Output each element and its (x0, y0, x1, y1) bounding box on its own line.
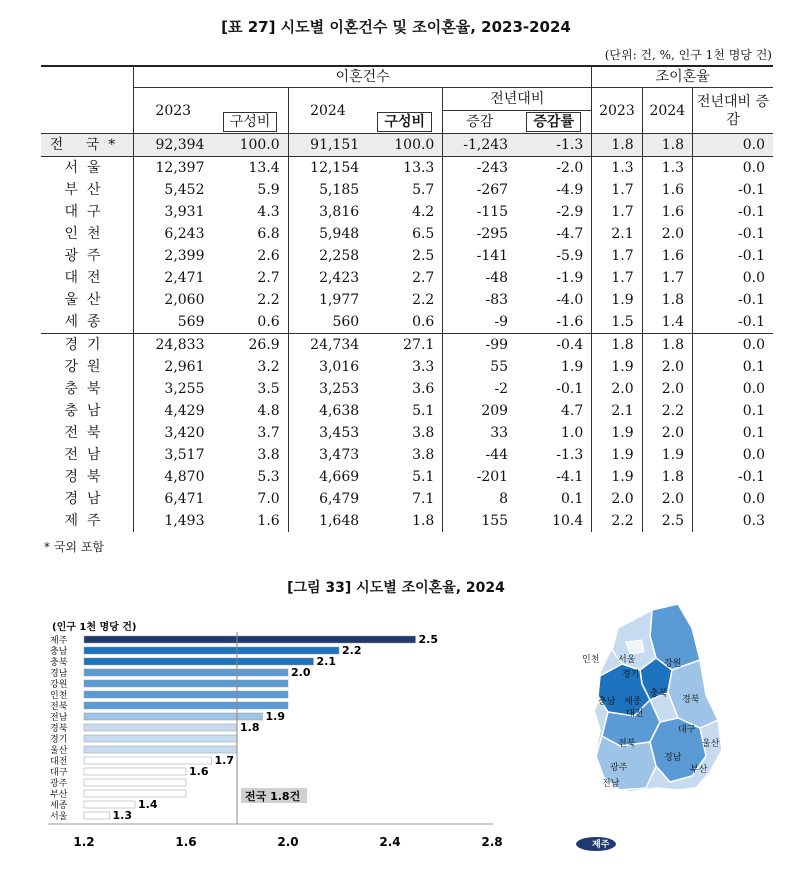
cell-d: 1.8 (412, 513, 435, 529)
bar (84, 812, 110, 819)
figure-title: [그림 33] 시도별 조이혼율, 2024 (287, 580, 505, 596)
region-cell: 강원 (64, 359, 110, 375)
cell-b: 2.6 (257, 248, 280, 264)
cell-i: 0.1 (693, 356, 774, 378)
cell-d: 27.1 (367, 334, 443, 357)
cell-d: 6.5 (412, 226, 435, 242)
cell-c: 3,453 (288, 422, 367, 444)
region-cell: 경기 (41, 334, 134, 357)
map-label: 경남 (664, 753, 682, 763)
col-2023: 2023 (134, 88, 213, 134)
region-cell: 서울 (41, 157, 134, 180)
cell-e: 155 (443, 510, 516, 532)
cell-c: 5,185 (288, 179, 367, 201)
cell-g: 1.9 (592, 289, 642, 311)
cell-g: 1.7 (592, 267, 642, 289)
cell-f: -4.7 (556, 226, 584, 242)
category-label: 광주 (50, 779, 68, 789)
cell-f: -2.0 (516, 157, 592, 180)
cell-h: 2.0 (642, 356, 692, 378)
cell-g: 1.5 (592, 311, 642, 334)
category-label: 전남 (50, 713, 68, 723)
cell-i: 0.0 (693, 157, 774, 180)
table-row (41, 378, 773, 400)
cell-f: -1.9 (556, 270, 584, 286)
cell-f: 10.4 (552, 513, 584, 529)
cell-b: 3.5 (257, 381, 280, 397)
cell-g: 1.3 (592, 157, 642, 180)
col-rate-2023: 2023 (592, 88, 642, 134)
cell-b: 4.8 (257, 403, 280, 419)
cell-g: 2.1 (592, 400, 642, 422)
cell-f: 1.0 (561, 425, 584, 441)
cell-d: 5.1 (412, 403, 435, 419)
cell-f: -0.1 (556, 381, 584, 397)
cell-f: 0.1 (561, 491, 584, 507)
category-label: 전북 (50, 702, 68, 712)
cell-d: 3.8 (412, 447, 435, 463)
table-row (41, 466, 773, 488)
cell-f: 4.7 (561, 403, 584, 419)
bar (84, 757, 212, 764)
bar (84, 790, 186, 797)
cell-i: 0.1 (693, 422, 774, 444)
map-label: 충남 (598, 697, 616, 707)
bar (84, 680, 288, 687)
cell-c: 24,734 (288, 334, 367, 357)
cell-f: -2.9 (556, 204, 584, 220)
cell-b: 7.0 (257, 491, 280, 507)
map-label: 울산 (702, 739, 720, 749)
category-label: 경북 (50, 724, 68, 734)
cell-i: -0.1 (693, 466, 774, 488)
x-tick-label: 1.2 (73, 835, 95, 849)
category-label: 경남 (50, 669, 68, 679)
col-rate-2024: 2024 (642, 88, 692, 134)
cell-h: 1.8 (642, 289, 692, 311)
region-cell: 대구 (64, 204, 110, 220)
cell-c: 1,977 (288, 289, 367, 311)
col-yoy: 전년대비 (443, 88, 592, 111)
cell-g: 2.0 (592, 488, 642, 510)
cell-b: 2.2 (257, 292, 280, 308)
cell-i: 0.0 (693, 378, 774, 400)
cell-h: 2.0 (642, 223, 692, 245)
table-row (41, 223, 773, 245)
cell-b: 0.6 (257, 314, 280, 330)
category-label: 경기 (50, 735, 68, 745)
data-label: 2.5 (418, 633, 438, 646)
cell-a: 3,420 (134, 422, 213, 444)
map-label: 세종 (624, 697, 642, 707)
cell-h: 2.2 (642, 400, 692, 422)
category-label: 충남 (50, 647, 68, 657)
table-row (41, 422, 773, 444)
bar (84, 735, 237, 742)
cell-h: 1.8 (642, 334, 692, 357)
cell-c: 91,151 (288, 134, 367, 157)
col-comp-2024: 구성비 (377, 112, 432, 132)
cell-h: 2.0 (642, 422, 692, 444)
col-chgrate: 증감률 (526, 112, 581, 132)
x-tick-label: 2.0 (277, 835, 299, 849)
chart-unit-label: (인구 1천 명당 건) (52, 622, 137, 633)
cell-b: 5.9 (257, 182, 280, 198)
map-label: 대구 (678, 725, 696, 735)
cell-e: -115 (443, 201, 516, 223)
cell-h: 1.4 (642, 311, 692, 334)
cell-e: -9 (443, 311, 516, 334)
cell-d: 3.6 (412, 381, 435, 397)
cell-a: 6,471 (134, 488, 213, 510)
cell-e: -2 (443, 378, 516, 400)
bar (84, 702, 288, 709)
cell-e: -243 (443, 157, 516, 180)
cell-h: 2.5 (642, 510, 692, 532)
bar (84, 636, 416, 643)
cell-b: 6.8 (257, 226, 280, 242)
cell-a: 12,397 (134, 157, 213, 180)
map-label: 전북 (618, 739, 636, 749)
unit-note: (단위: 건, %, 인구 1천 명당 건) (604, 48, 772, 62)
cell-f: -0.4 (516, 334, 592, 357)
bar (84, 768, 186, 775)
data-label: 1.6 (189, 765, 209, 778)
cell-a: 4,870 (134, 466, 213, 488)
cell-g: 2.1 (592, 223, 642, 245)
cell-i: -0.1 (693, 245, 774, 267)
map-label: 광주 (610, 763, 628, 773)
cell-e: 33 (443, 422, 516, 444)
cell-i: 0.0 (693, 134, 774, 157)
cell-b: 1.6 (257, 513, 280, 529)
cell-a: 2,399 (134, 245, 213, 267)
cell-e: -295 (443, 223, 516, 245)
cell-h: 1.6 (642, 179, 692, 201)
cell-e: -48 (443, 267, 516, 289)
region-cell: 부산 (64, 182, 110, 198)
cell-b: 5.3 (257, 469, 280, 485)
cell-i: 0.0 (693, 488, 774, 510)
cell-c: 4,638 (288, 400, 367, 422)
cell-d: 0.6 (412, 314, 435, 330)
cell-d: 3.8 (412, 425, 435, 441)
table-row (41, 245, 773, 267)
region-cell: 전남 (64, 447, 110, 463)
cell-g: 1.9 (592, 356, 642, 378)
map-label: 제주 (592, 840, 610, 850)
cell-a: 3,517 (134, 444, 213, 466)
cell-d: 13.3 (367, 157, 443, 180)
category-label: 대구 (50, 768, 68, 778)
cell-h: 1.9 (642, 444, 692, 466)
cell-i: -0.1 (693, 223, 774, 245)
cell-e: -201 (443, 466, 516, 488)
data-label: 2.1 (316, 655, 336, 668)
cell-d: 100.0 (367, 134, 443, 157)
cell-i: -0.1 (693, 289, 774, 311)
data-label: 1.8 (240, 721, 260, 734)
cell-g: 1.7 (592, 245, 642, 267)
cell-a: 3,931 (134, 201, 213, 223)
cell-c: 2,258 (288, 245, 367, 267)
x-tick-label: 2.8 (481, 835, 503, 849)
cell-h: 1.7 (642, 267, 692, 289)
cell-a: 569 (134, 311, 213, 334)
cell-h: 1.3 (642, 157, 692, 180)
cell-e: -44 (443, 444, 516, 466)
cell-d: 7.1 (412, 491, 435, 507)
data-label: 1.4 (138, 798, 158, 811)
cell-d: 2.5 (412, 248, 435, 264)
cell-h: 1.6 (642, 201, 692, 223)
category-label: 인천 (50, 691, 68, 701)
cell-d: 2.7 (412, 270, 435, 286)
bar (84, 746, 237, 753)
data-label: 1.7 (214, 754, 234, 767)
region-cell: 충남 (64, 403, 110, 419)
rate-bar-chart (48, 618, 508, 850)
cell-h: 1.8 (642, 134, 692, 157)
cell-h: 2.0 (642, 488, 692, 510)
cell-i: -0.1 (693, 201, 774, 223)
col-chg: 증감 (443, 111, 516, 134)
cell-h: 2.0 (642, 378, 692, 400)
cell-a: 2,060 (134, 289, 213, 311)
cell-f: 1.9 (561, 359, 584, 375)
korea-map (560, 600, 730, 855)
bar (84, 724, 237, 731)
cell-f: -4.0 (556, 292, 584, 308)
cell-b: 3.2 (257, 359, 280, 375)
table-row (41, 267, 773, 289)
cell-g: 1.9 (592, 444, 642, 466)
footnote: * 국외 포함 (44, 540, 104, 554)
region-cell: 경남 (64, 491, 110, 507)
cell-d: 4.2 (412, 204, 435, 220)
category-label: 부산 (50, 790, 68, 800)
map-label: 서울 (618, 655, 636, 665)
cell-b: 2.7 (257, 270, 280, 286)
map-label: 경북 (682, 695, 700, 705)
category-label: 서울 (50, 812, 68, 822)
bar (84, 713, 263, 720)
col-rate-yoy: 전년대비 증감 (693, 88, 774, 134)
cell-h: 1.6 (642, 245, 692, 267)
cell-c: 3,473 (288, 444, 367, 466)
cell-g: 1.7 (592, 201, 642, 223)
category-label: 강원 (50, 680, 68, 690)
x-tick-label: 2.4 (379, 835, 401, 849)
map-label: 충북 (650, 689, 668, 699)
cell-a: 5,452 (134, 179, 213, 201)
cell-c: 5,948 (288, 223, 367, 245)
cell-h: 1.8 (642, 466, 692, 488)
cell-e: 55 (443, 356, 516, 378)
table-row (41, 488, 773, 510)
divorce-table (41, 65, 773, 532)
cell-b: 4.3 (257, 204, 280, 220)
region-cell: 대전 (64, 270, 110, 286)
cell-a: 2,961 (134, 356, 213, 378)
cell-c: 12,154 (288, 157, 367, 180)
cell-e: -1,243 (443, 134, 516, 157)
bar (84, 691, 288, 698)
category-label: 세종 (50, 801, 68, 811)
cell-a: 4,429 (134, 400, 213, 422)
cell-i: 0.3 (693, 510, 774, 532)
cell-f: -1.6 (556, 314, 584, 330)
map-label: 전남 (602, 779, 620, 789)
bar (84, 658, 314, 665)
map-label: 강원 (664, 659, 682, 669)
cell-g: 1.9 (592, 466, 642, 488)
cell-f: -1.3 (516, 134, 592, 157)
cell-i: 0.0 (693, 444, 774, 466)
col-2024: 2024 (288, 88, 367, 134)
cell-d: 5.1 (412, 469, 435, 485)
cell-i: 0.0 (693, 267, 774, 289)
cell-i: -0.1 (693, 311, 774, 334)
cell-c: 1,648 (288, 510, 367, 532)
cell-i: 0.0 (693, 334, 774, 357)
cell-a: 24,833 (134, 334, 213, 357)
map-label: 인천 (582, 655, 600, 665)
data-label: 2.2 (342, 644, 362, 657)
region-cell: 세종 (64, 314, 110, 330)
table-row (41, 510, 773, 532)
cell-c: 3,816 (288, 201, 367, 223)
cell-f: -5.9 (556, 248, 584, 264)
x-tick-label: 1.6 (175, 835, 197, 849)
region-cell: 충북 (64, 381, 110, 397)
region-cell: 광주 (64, 248, 110, 264)
cell-a: 1,493 (134, 510, 213, 532)
table-row (41, 157, 773, 180)
table-body (41, 134, 773, 533)
data-label: 2.0 (291, 666, 311, 679)
cell-f: -4.1 (556, 469, 584, 485)
table-row (41, 444, 773, 466)
cell-c: 4,669 (288, 466, 367, 488)
cell-c: 560 (288, 311, 367, 334)
map-label: 부산 (690, 765, 708, 775)
cell-i: 0.1 (693, 400, 774, 422)
cell-c: 6,479 (288, 488, 367, 510)
cell-g: 1.9 (592, 422, 642, 444)
table-row (41, 334, 773, 357)
cell-e: 209 (443, 400, 516, 422)
region-cell: 경북 (64, 469, 110, 485)
cell-e: 8 (443, 488, 516, 510)
bar (84, 647, 339, 654)
cell-a: 3,255 (134, 378, 213, 400)
map-label: 대전 (626, 709, 644, 719)
region-cell: 전북 (64, 425, 110, 441)
region-cell: 전 국* (41, 134, 134, 157)
table-row (41, 311, 773, 334)
table-row (41, 356, 773, 378)
cell-d: 3.3 (412, 359, 435, 375)
bar (84, 669, 288, 676)
table-row (41, 134, 773, 157)
region-cell: 울산 (64, 292, 110, 308)
category-label: 제주 (50, 636, 68, 646)
bar (84, 801, 135, 808)
cell-e: -83 (443, 289, 516, 311)
table-row (41, 179, 773, 201)
data-label: 1.3 (112, 809, 132, 822)
cell-a: 2,471 (134, 267, 213, 289)
cell-e: -99 (443, 334, 516, 357)
cell-b: 26.9 (213, 334, 289, 357)
cell-c: 3,253 (288, 378, 367, 400)
cell-e: -141 (443, 245, 516, 267)
cell-g: 2.2 (592, 510, 642, 532)
cell-d: 5.7 (412, 182, 435, 198)
cell-a: 6,243 (134, 223, 213, 245)
cell-c: 3,016 (288, 356, 367, 378)
table-row (41, 201, 773, 223)
map-label: 경기 (622, 670, 640, 680)
table-row (41, 289, 773, 311)
group-divorce-count: 이혼건수 (134, 66, 592, 88)
col-comp-2023: 구성비 (223, 112, 278, 132)
cell-b: 100.0 (213, 134, 289, 157)
cell-a: 92,394 (134, 134, 213, 157)
cell-g: 1.8 (592, 134, 642, 157)
cell-b: 3.7 (257, 425, 280, 441)
data-label: 1.9 (265, 710, 285, 723)
cell-d: 2.2 (412, 292, 435, 308)
cell-e: -267 (443, 179, 516, 201)
category-label: 대전 (50, 757, 68, 767)
bar (84, 779, 186, 786)
table-row (41, 400, 773, 422)
category-label: 울산 (50, 746, 68, 756)
group-crude-rate: 조이혼율 (592, 66, 773, 88)
cell-g: 1.7 (592, 179, 642, 201)
national-label: 전국 1.8건 (245, 790, 301, 803)
cell-b: 3.8 (257, 447, 280, 463)
cell-f: -1.3 (556, 447, 584, 463)
cell-f: -4.9 (556, 182, 584, 198)
cell-g: 1.8 (592, 334, 642, 357)
cell-i: -0.1 (693, 179, 774, 201)
table-title: [표 27] 시도별 이혼건수 및 조이혼율, 2023-2024 (221, 18, 571, 36)
cell-c: 2,423 (288, 267, 367, 289)
region-cell: 인천 (64, 226, 110, 242)
cell-g: 2.0 (592, 378, 642, 400)
region-cell: 제주 (64, 513, 110, 529)
cell-b: 13.4 (213, 157, 289, 180)
category-label: 충북 (50, 658, 68, 668)
